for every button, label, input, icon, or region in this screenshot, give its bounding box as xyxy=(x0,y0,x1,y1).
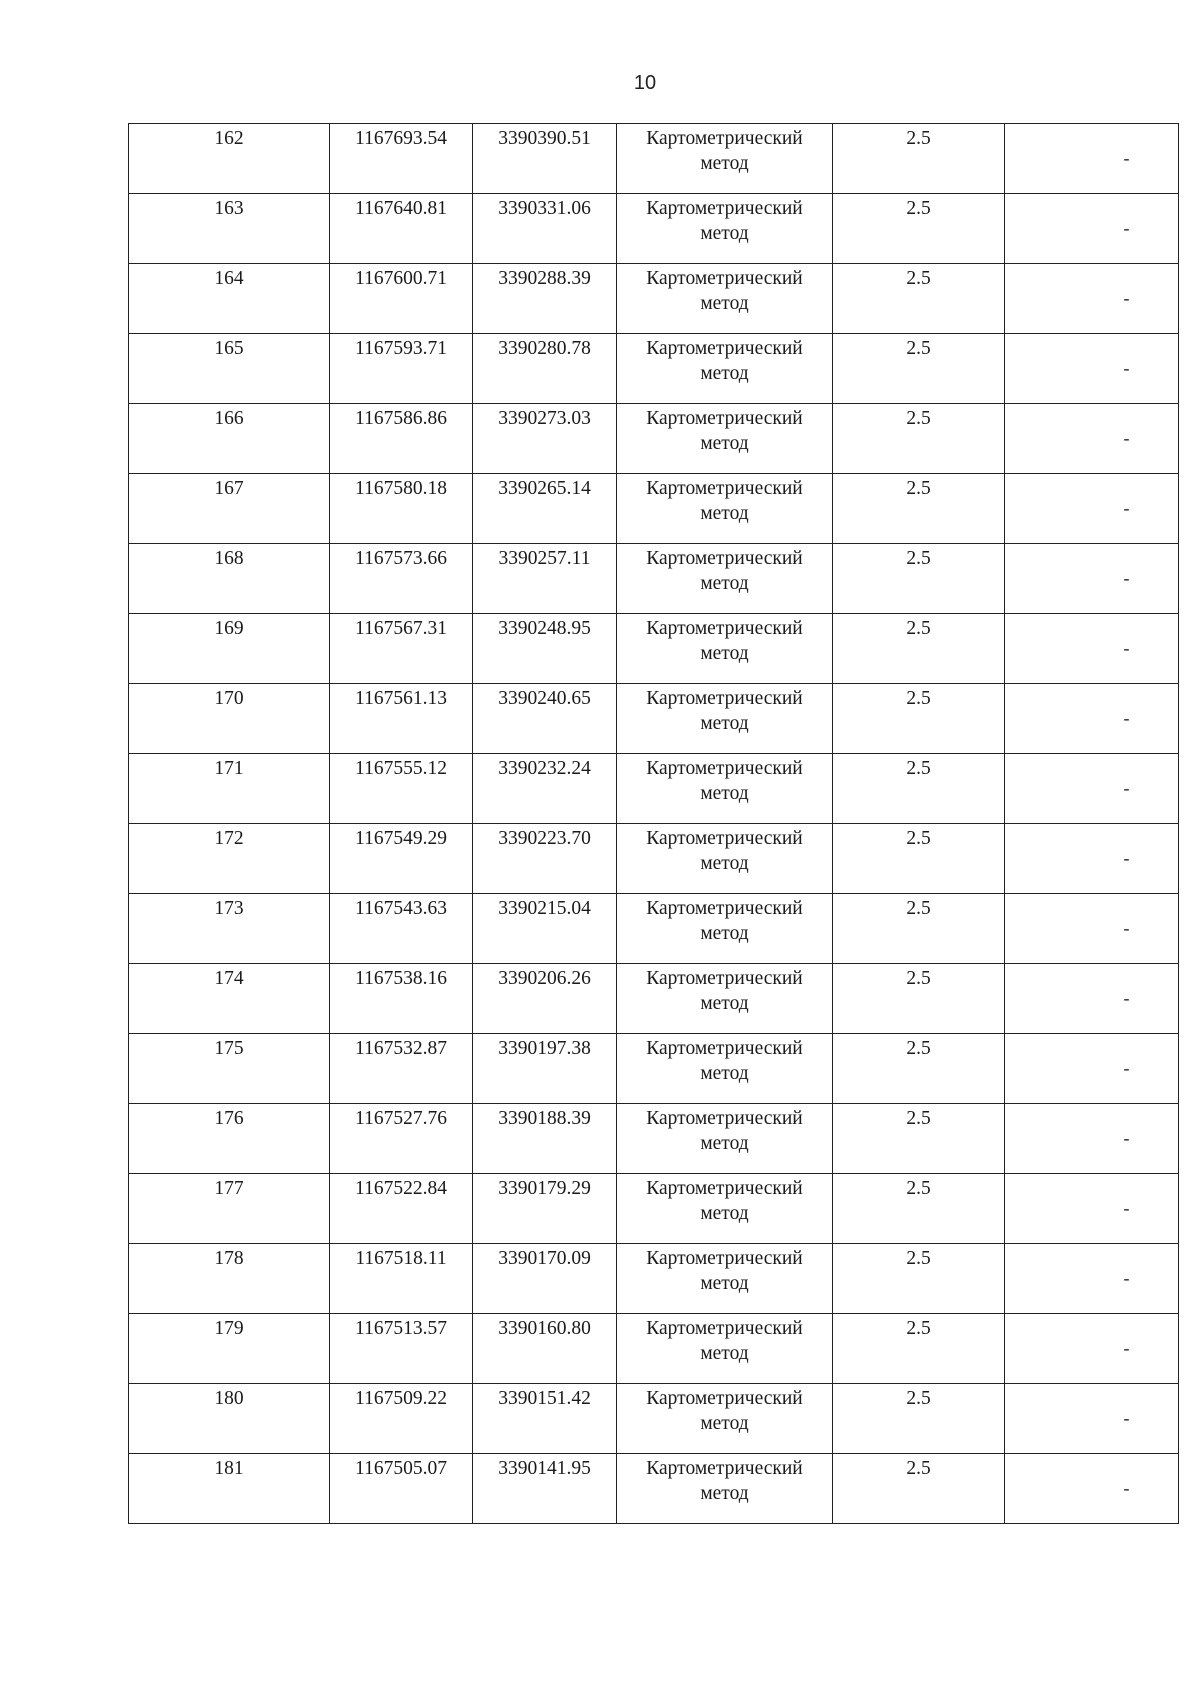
note-dash: - xyxy=(1123,428,1130,448)
x-coordinate-cell: 1167527.76 xyxy=(330,1104,473,1174)
note-cell xyxy=(1005,264,1179,334)
method-line-2: метод xyxy=(700,993,749,1014)
note-cell xyxy=(1005,544,1179,614)
method-line-2: метод xyxy=(700,153,749,174)
table-row xyxy=(129,124,1179,194)
note-cell xyxy=(1005,1104,1179,1174)
note-cell xyxy=(1005,824,1179,894)
accuracy-cell: 2.5 xyxy=(833,754,1005,824)
x-coordinate-cell: 1167513.57 xyxy=(330,1314,473,1384)
note-dash: - xyxy=(1123,988,1130,1008)
note-cell xyxy=(1005,1174,1179,1244)
table-row xyxy=(129,544,1179,614)
x-coordinate-cell: 1167555.12 xyxy=(330,754,473,824)
table-row xyxy=(129,404,1179,474)
method-line-1: Картометрический xyxy=(646,1108,803,1129)
y-coordinate-cell: 3390179.29 xyxy=(473,1174,617,1244)
method-cell xyxy=(617,474,833,544)
method-line-2: метод xyxy=(700,1413,749,1434)
table-row xyxy=(129,824,1179,894)
method-cell xyxy=(617,1384,833,1454)
note-cell xyxy=(1005,194,1179,264)
note-cell xyxy=(1005,404,1179,474)
method-cell xyxy=(617,1174,833,1244)
method-line-2: метод xyxy=(700,1133,749,1154)
note-dash: - xyxy=(1123,568,1130,588)
page-number: 10 xyxy=(633,72,657,94)
point-number-cell: 170 xyxy=(129,684,330,754)
note-cell xyxy=(1005,1244,1179,1314)
method-cell xyxy=(617,1104,833,1174)
method-line-2: метод xyxy=(700,853,749,874)
method-line-1: Картометрический xyxy=(646,758,803,779)
table-row xyxy=(129,264,1179,334)
y-coordinate-cell: 3390288.39 xyxy=(473,264,617,334)
method-line-1: Картометрический xyxy=(646,408,803,429)
note-dash: - xyxy=(1123,1058,1130,1078)
note-cell xyxy=(1005,334,1179,404)
x-coordinate-cell: 1167567.31 xyxy=(330,614,473,684)
method-line-2: метод xyxy=(700,1483,749,1504)
y-coordinate-cell: 3390331.06 xyxy=(473,194,617,264)
note-dash: - xyxy=(1123,1128,1130,1148)
method-line-1: Картометрический xyxy=(646,688,803,709)
accuracy-cell: 2.5 xyxy=(833,824,1005,894)
accuracy-cell: 2.5 xyxy=(833,334,1005,404)
accuracy-cell: 2.5 xyxy=(833,964,1005,1034)
accuracy-cell: 2.5 xyxy=(833,404,1005,474)
x-coordinate-cell: 1167600.71 xyxy=(330,264,473,334)
method-line-2: метод xyxy=(700,503,749,524)
method-line-1: Картометрический xyxy=(646,1388,803,1409)
x-coordinate-cell: 1167593.71 xyxy=(330,334,473,404)
accuracy-cell: 2.5 xyxy=(833,1244,1005,1314)
coordinates-table xyxy=(128,123,1179,1524)
note-dash: - xyxy=(1123,1268,1130,1288)
method-cell xyxy=(617,614,833,684)
method-line-2: метод xyxy=(700,1203,749,1224)
method-cell xyxy=(617,684,833,754)
method-line-2: метод xyxy=(700,713,749,734)
method-cell xyxy=(617,824,833,894)
x-coordinate-cell: 1167505.07 xyxy=(330,1454,473,1524)
method-cell xyxy=(617,124,833,194)
table-row xyxy=(129,1034,1179,1104)
method-line-2: метод xyxy=(700,783,749,804)
accuracy-cell: 2.5 xyxy=(833,1034,1005,1104)
method-line-2: метод xyxy=(700,293,749,314)
method-line-1: Картометрический xyxy=(646,1248,803,1269)
note-cell xyxy=(1005,474,1179,544)
table-row xyxy=(129,754,1179,824)
note-dash: - xyxy=(1123,1198,1130,1218)
method-cell xyxy=(617,894,833,964)
point-number-cell: 166 xyxy=(129,404,330,474)
point-number-cell: 171 xyxy=(129,754,330,824)
point-number-cell: 181 xyxy=(129,1454,330,1524)
point-number-cell: 180 xyxy=(129,1384,330,1454)
method-line-1: Картометрический xyxy=(646,548,803,569)
accuracy-cell: 2.5 xyxy=(833,684,1005,754)
method-cell xyxy=(617,264,833,334)
y-coordinate-cell: 3390188.39 xyxy=(473,1104,617,1174)
x-coordinate-cell: 1167522.84 xyxy=(330,1174,473,1244)
table-row xyxy=(129,474,1179,544)
x-coordinate-cell: 1167580.18 xyxy=(330,474,473,544)
point-number-cell: 179 xyxy=(129,1314,330,1384)
y-coordinate-cell: 3390280.78 xyxy=(473,334,617,404)
note-dash: - xyxy=(1123,638,1130,658)
accuracy-cell: 2.5 xyxy=(833,614,1005,684)
method-line-1: Картометрический xyxy=(646,128,803,149)
accuracy-cell: 2.5 xyxy=(833,474,1005,544)
x-coordinate-cell: 1167549.29 xyxy=(330,824,473,894)
point-number-cell: 165 xyxy=(129,334,330,404)
accuracy-cell: 2.5 xyxy=(833,1384,1005,1454)
note-cell xyxy=(1005,614,1179,684)
table-row xyxy=(129,1314,1179,1384)
method-line-1: Картометрический xyxy=(646,828,803,849)
method-cell xyxy=(617,194,833,264)
note-dash: - xyxy=(1123,1338,1130,1358)
method-cell xyxy=(617,1244,833,1314)
point-number-cell: 176 xyxy=(129,1104,330,1174)
x-coordinate-cell: 1167509.22 xyxy=(330,1384,473,1454)
method-line-1: Картометрический xyxy=(646,1178,803,1199)
method-line-2: метод xyxy=(700,1273,749,1294)
table-row xyxy=(129,894,1179,964)
y-coordinate-cell: 3390273.03 xyxy=(473,404,617,474)
table-row xyxy=(129,334,1179,404)
y-coordinate-cell: 3390257.11 xyxy=(473,544,617,614)
y-coordinate-cell: 3390151.42 xyxy=(473,1384,617,1454)
method-line-2: метод xyxy=(700,1063,749,1084)
point-number-cell: 172 xyxy=(129,824,330,894)
method-line-1: Картометрический xyxy=(646,1318,803,1339)
method-line-2: метод xyxy=(700,223,749,244)
accuracy-cell: 2.5 xyxy=(833,194,1005,264)
accuracy-cell: 2.5 xyxy=(833,894,1005,964)
method-line-2: метод xyxy=(700,923,749,944)
point-number-cell: 168 xyxy=(129,544,330,614)
method-line-1: Картометрический xyxy=(646,1458,803,1479)
table-row xyxy=(129,194,1179,264)
table-row xyxy=(129,684,1179,754)
point-number-cell: 163 xyxy=(129,194,330,264)
accuracy-cell: 2.5 xyxy=(833,1174,1005,1244)
x-coordinate-cell: 1167693.54 xyxy=(330,124,473,194)
y-coordinate-cell: 3390223.70 xyxy=(473,824,617,894)
method-line-2: метод xyxy=(700,643,749,664)
note-dash: - xyxy=(1123,218,1130,238)
note-dash: - xyxy=(1123,358,1130,378)
note-dash: - xyxy=(1123,708,1130,728)
y-coordinate-cell: 3390170.09 xyxy=(473,1244,617,1314)
y-coordinate-cell: 3390197.38 xyxy=(473,1034,617,1104)
y-coordinate-cell: 3390215.04 xyxy=(473,894,617,964)
note-dash: - xyxy=(1123,918,1130,938)
table-row xyxy=(129,964,1179,1034)
accuracy-cell: 2.5 xyxy=(833,1104,1005,1174)
note-dash: - xyxy=(1123,848,1130,868)
method-line-1: Картометрический xyxy=(646,478,803,499)
y-coordinate-cell: 3390141.95 xyxy=(473,1454,617,1524)
accuracy-cell: 2.5 xyxy=(833,264,1005,334)
table-row xyxy=(129,1454,1179,1524)
method-line-1: Картометрический xyxy=(646,338,803,359)
note-dash: - xyxy=(1123,498,1130,518)
y-coordinate-cell: 3390232.24 xyxy=(473,754,617,824)
method-cell xyxy=(617,1454,833,1524)
method-line-2: метод xyxy=(700,433,749,454)
point-number-cell: 173 xyxy=(129,894,330,964)
x-coordinate-cell: 1167518.11 xyxy=(330,1244,473,1314)
point-number-cell: 175 xyxy=(129,1034,330,1104)
y-coordinate-cell: 3390240.65 xyxy=(473,684,617,754)
x-coordinate-cell: 1167561.13 xyxy=(330,684,473,754)
note-cell xyxy=(1005,1314,1179,1384)
point-number-cell: 164 xyxy=(129,264,330,334)
method-cell xyxy=(617,1034,833,1104)
note-cell xyxy=(1005,1384,1179,1454)
method-cell xyxy=(617,544,833,614)
note-dash: - xyxy=(1123,288,1130,308)
point-number-cell: 162 xyxy=(129,124,330,194)
method-line-1: Картометрический xyxy=(646,618,803,639)
method-cell xyxy=(617,334,833,404)
point-number-cell: 169 xyxy=(129,614,330,684)
x-coordinate-cell: 1167586.86 xyxy=(330,404,473,474)
note-cell xyxy=(1005,124,1179,194)
y-coordinate-cell: 3390265.14 xyxy=(473,474,617,544)
method-cell xyxy=(617,964,833,1034)
y-coordinate-cell: 3390390.51 xyxy=(473,124,617,194)
accuracy-cell: 2.5 xyxy=(833,1454,1005,1524)
accuracy-cell: 2.5 xyxy=(833,124,1005,194)
note-dash: - xyxy=(1123,148,1130,168)
point-number-cell: 167 xyxy=(129,474,330,544)
table-row xyxy=(129,1244,1179,1314)
method-line-1: Картометрический xyxy=(646,198,803,219)
method-line-1: Картометрический xyxy=(646,1038,803,1059)
method-cell xyxy=(617,404,833,474)
table-row xyxy=(129,1384,1179,1454)
table-row xyxy=(129,1174,1179,1244)
y-coordinate-cell: 3390206.26 xyxy=(473,964,617,1034)
note-dash: - xyxy=(1123,1478,1130,1498)
method-line-1: Картометрический xyxy=(646,268,803,289)
note-cell xyxy=(1005,964,1179,1034)
point-number-cell: 174 xyxy=(129,964,330,1034)
method-line-1: Картометрический xyxy=(646,898,803,919)
note-cell xyxy=(1005,684,1179,754)
method-line-2: метод xyxy=(700,363,749,384)
x-coordinate-cell: 1167640.81 xyxy=(330,194,473,264)
x-coordinate-cell: 1167532.87 xyxy=(330,1034,473,1104)
y-coordinate-cell: 3390248.95 xyxy=(473,614,617,684)
note-cell xyxy=(1005,1034,1179,1104)
x-coordinate-cell: 1167538.16 xyxy=(330,964,473,1034)
note-cell xyxy=(1005,894,1179,964)
accuracy-cell: 2.5 xyxy=(833,544,1005,614)
table-row xyxy=(129,614,1179,684)
point-number-cell: 178 xyxy=(129,1244,330,1314)
table-row xyxy=(129,1104,1179,1174)
method-line-1: Картометрический xyxy=(646,968,803,989)
method-line-2: метод xyxy=(700,1343,749,1364)
coordinates-table-body xyxy=(129,124,1179,1524)
x-coordinate-cell: 1167543.63 xyxy=(330,894,473,964)
method-cell xyxy=(617,754,833,824)
method-cell xyxy=(617,1314,833,1384)
method-line-2: метод xyxy=(700,573,749,594)
note-cell xyxy=(1005,754,1179,824)
point-number-cell: 177 xyxy=(129,1174,330,1244)
note-dash: - xyxy=(1123,1408,1130,1428)
x-coordinate-cell: 1167573.66 xyxy=(330,544,473,614)
y-coordinate-cell: 3390160.80 xyxy=(473,1314,617,1384)
accuracy-cell: 2.5 xyxy=(833,1314,1005,1384)
note-dash: - xyxy=(1123,778,1130,798)
note-cell xyxy=(1005,1454,1179,1524)
